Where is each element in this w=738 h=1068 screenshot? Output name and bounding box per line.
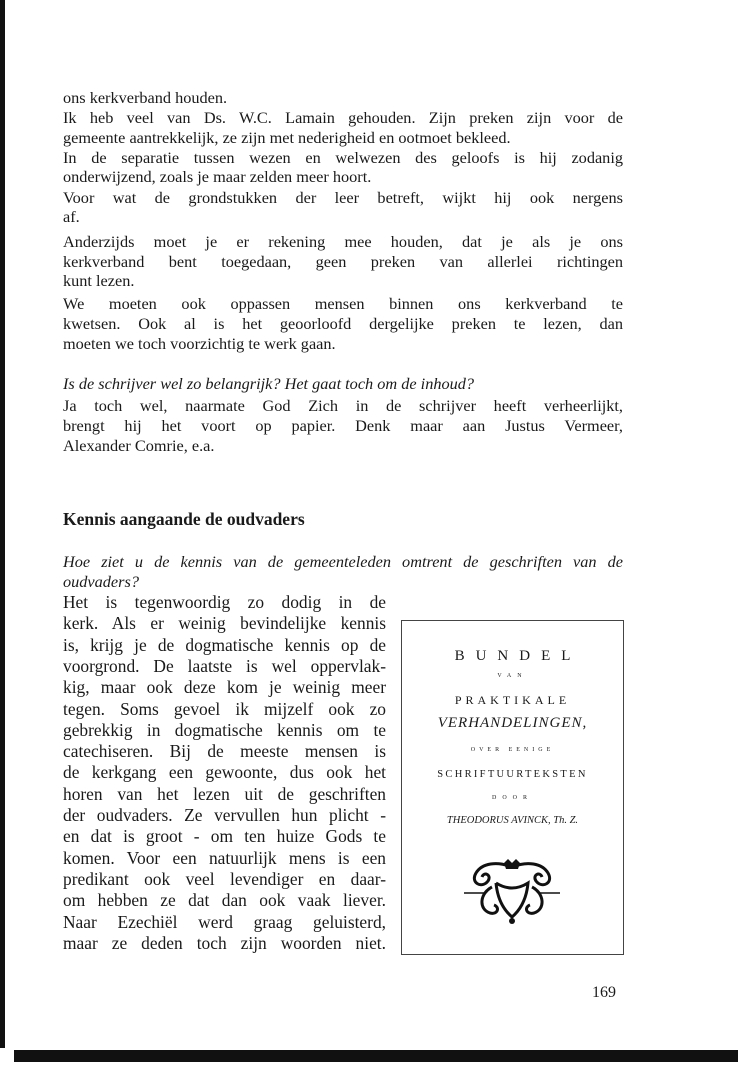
text-line: kwetsen. Ook al is het geoorloofd dergelijke preken te lezen, dan <box>63 314 623 333</box>
column-line: de kerkgang een gewoonte, dus ook het <box>63 762 386 783</box>
column-line: gebrekkig in dogmatische kennis om te <box>63 719 386 740</box>
text-line: ons kerkverband houden. <box>63 88 228 107</box>
title-line: VERHANDELINGEN, <box>437 715 588 731</box>
question-line: oudvaders? <box>63 572 139 591</box>
column-line: kerk. Als er weinig bevindelijke kennis <box>63 613 386 634</box>
text-line: Is de schrijver wel zo belangrijk? Het gaat toch om de inhoud? <box>63 374 475 393</box>
text-line: kunt lezen. <box>63 271 135 290</box>
text-line: We moeten ook oppassen mensen binnen ons kerkverband te <box>63 294 623 313</box>
column-line: maar ze deden toch zijn woorden niet. <box>63 932 386 953</box>
text-line: kerkverband bent toegedaan, geen preken van allerlei richtingen <box>63 252 623 271</box>
column-line: Naar Ezechiël werd graag geluisterd, <box>63 911 386 932</box>
column-line: is, krijg je de dogmatische kennis op de <box>63 634 386 655</box>
title-line: OVER EENIGE <box>470 747 555 753</box>
text-line: Ja toch wel, naarmate God Zich in de schrijver heeft verheerlijkt, <box>63 396 623 415</box>
text-line: In de separatie tussen wezen en welwezen des geloofs is hij zodanig <box>63 148 623 167</box>
title-line: DOOR <box>491 795 533 801</box>
column-line: voorgrond. De laatste is wel oppervlak- <box>63 655 386 676</box>
text-line: Voor wat de grondstukken der leer betreft, wijkt hij ook nergens <box>63 188 623 207</box>
text-line: gemeente aantrekkelijk, ze zijn met nederigheid en ootmoet bekleed. <box>63 128 511 147</box>
title-line: THEODORUS AVINCK, Th. Z. <box>446 815 579 826</box>
ornament-icon <box>462 859 562 925</box>
column-line: om hebben ze dat dan ook vaak liever. <box>63 890 386 911</box>
scan-edge-bottom <box>14 1050 738 1062</box>
section-heading: Kennis aangaande de oudvaders <box>63 509 305 529</box>
title-line: SCHRIFTUURTEKSTEN <box>437 769 588 780</box>
column-line: tegen. Soms gevoel ik mijzelf ook zo <box>63 698 386 719</box>
column-line: Het is tegenwoordig zo dodig in de <box>63 592 386 612</box>
text-line: onderwijzend, zoals je maar zelden meer hoort. <box>63 167 372 186</box>
text-line: brengt hij het voort op papier. Denk maar aan Justus Vermeer, <box>63 416 623 435</box>
text-line: Anderzijds moet je er rekening mee houden, dat je als je ons <box>63 232 623 251</box>
column-line: der oudvaders. Ze vervullen hun plicht - <box>63 805 386 825</box>
title-line: BUNDEL <box>454 648 582 664</box>
text-line: Ik heb veel van Ds. W.C. Lamain gehouden. Zijn preken zijn voor de <box>63 108 623 127</box>
column-line: horen van het lezen uit de geschriften <box>63 783 386 804</box>
question-line: Hoe ziet u de kennis van de gemeenteleden omtrent de geschriften van de <box>63 552 623 571</box>
text-line: Alexander Comrie, e.a. <box>63 436 215 455</box>
title-line: VAN <box>497 673 528 679</box>
scan-edge-left <box>0 0 5 1048</box>
text-line: moeten we toch voorzichtig te werk gaan. <box>63 334 336 353</box>
column-line: komen. Voor een natuurlijk mens is een <box>63 847 386 868</box>
column-line: kig, maar ook deze kom je weinig meer <box>63 677 386 698</box>
column-line: en dat is groot - om ten huize Gods te <box>63 826 386 847</box>
text-line: af. <box>63 207 80 226</box>
column-line: catechiseren. Bij de meeste mensen is <box>63 741 386 762</box>
column-line: predikant ook veel levendiger en daar- <box>63 868 386 889</box>
page-number: 169 <box>592 984 616 1001</box>
title-page-illustration <box>401 620 624 955</box>
title-line: PRAKTIKALE <box>454 693 571 707</box>
